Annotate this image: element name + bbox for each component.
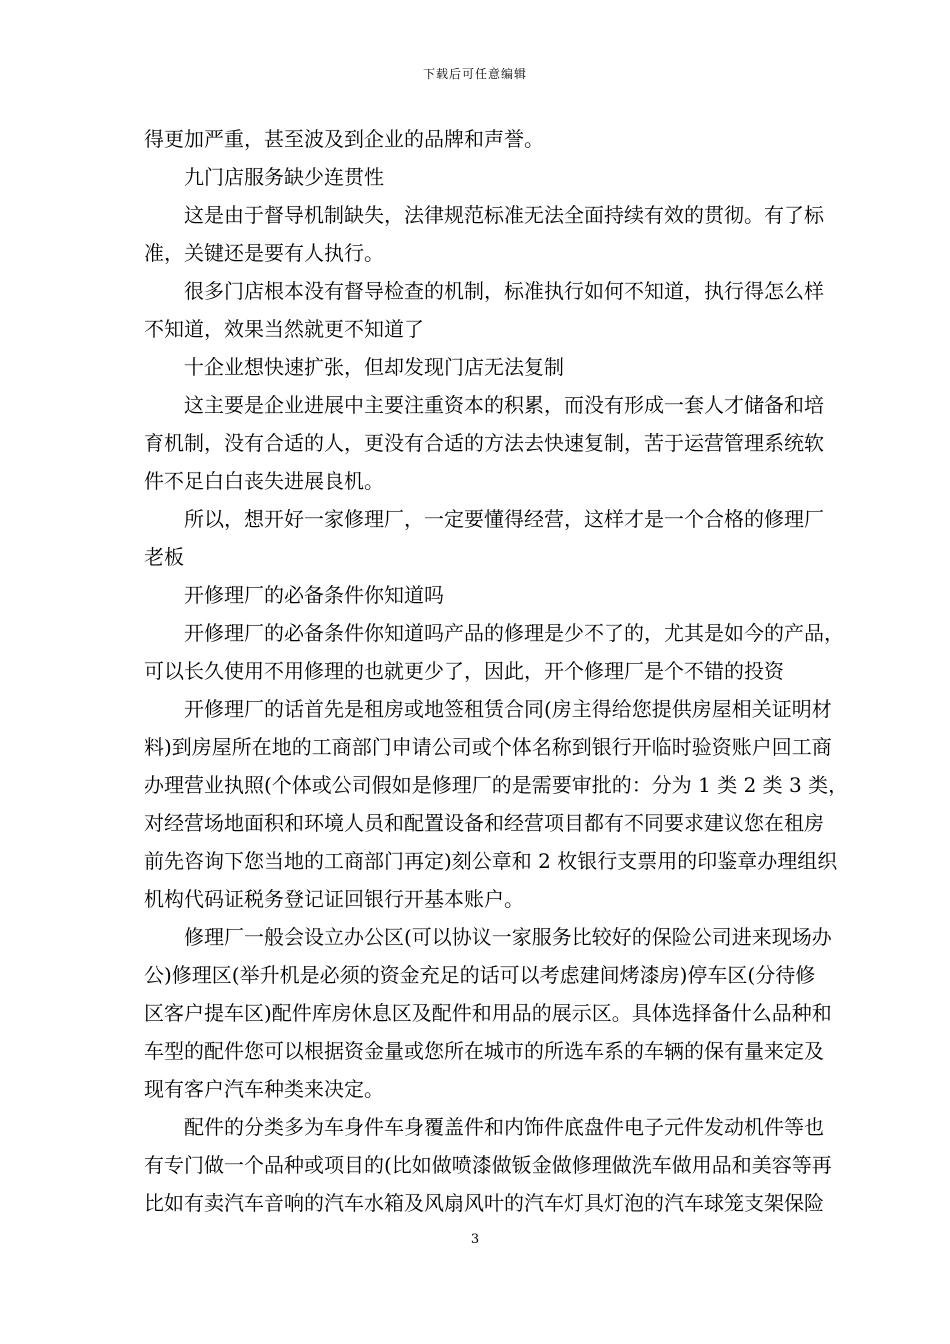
paragraph-line: 很多门店根本没有督导检查的机制，标准执行如何不知道，执行得怎么样 bbox=[184, 279, 824, 303]
paragraph-line: 有专门做一个品种或项目的(比如做喷漆做钣金做修理做洗车做用品和美容等再 bbox=[144, 1153, 832, 1177]
paragraph bbox=[144, 272, 824, 348]
paragraph-line: 开修理厂的必备条件你知道吗 bbox=[184, 583, 444, 607]
paragraph bbox=[144, 690, 849, 918]
paragraph-line: 开修理厂的话首先是租房或地签租赁合同(房主得给您提供房屋相关证明材 bbox=[184, 697, 832, 721]
paragraph-line: 开修理厂的必备条件你知道吗产品的修理是少不了的，尤其是如今的产品， bbox=[184, 621, 844, 645]
paragraph-line: 车型的配件您可以根据资金量或您所在城市的所选车系的车辆的保有量来定及 bbox=[144, 1039, 824, 1063]
paragraph-line: 育机制，没有合适的人，更没有合适的方法去快速复制，苦于运营管理系统软 bbox=[144, 431, 824, 455]
paragraph-line: 所以，想开好一家修理厂，一定要懂得经营，这样才是一个合格的修理厂 bbox=[184, 507, 824, 531]
paragraph bbox=[144, 120, 814, 158]
paragraph-line: 办理营业执照(个体或公司假如是修理厂的是需要审批的：分为 1 类 2 类 3 类， bbox=[144, 773, 849, 797]
paragraph bbox=[144, 1108, 832, 1222]
paragraph-line: 件不足白白丧失进展良机。 bbox=[144, 469, 384, 493]
paragraph-line: 前先咨询下您当地的工商部门再定)刻公章和 2 枚银行支票用的印鉴章办理组织 bbox=[144, 849, 838, 873]
paragraph-line: 修理厂一般会设立办公区(可以协议一家服务比较好的保险公司进来现场办 bbox=[184, 925, 832, 949]
paragraph-line: 九门店服务缺少连贯性 bbox=[184, 165, 384, 189]
paragraph-line: 比如有卖汽车音响的汽车水箱及风扇风叶的汽车灯具灯泡的汽车球笼支架保险 bbox=[144, 1191, 824, 1215]
paragraph-line: 可以长久使用不用修理的也就更少了，因此，开个修理厂是个不错的投资 bbox=[144, 659, 784, 683]
paragraph-line: 不知道，效果当然就更不知道了 bbox=[144, 317, 424, 341]
paragraph-line: 准，关键还是要有人执行。 bbox=[144, 241, 384, 265]
paragraph bbox=[144, 918, 832, 1108]
paragraph bbox=[144, 158, 814, 196]
paragraph-line: 现有客户汽车种类来决定。 bbox=[144, 1077, 384, 1101]
paragraph-line: 这主要是企业进展中主要注重资本的积累，而没有形成一套人才储备和培 bbox=[184, 393, 824, 417]
document-body bbox=[144, 120, 849, 1222]
page-header: 下载后可任意编辑 bbox=[422, 67, 527, 81]
page-number: 3 bbox=[470, 1232, 480, 1247]
paragraph bbox=[144, 348, 814, 386]
paragraph-line: 对经营场地面积和环境人员和配置设备和经营项目都有不同要求建议您在租房 bbox=[144, 811, 824, 835]
paragraph-line: 配件的分类多为车身件车身覆盖件和内饰件底盘件电子元件发动机件等也 bbox=[184, 1115, 824, 1139]
paragraph-line: 区客户提车区)配件库房休息区及配件和用品的展示区。具体选择备什么品种和 bbox=[144, 1001, 832, 1025]
paragraph bbox=[144, 500, 824, 576]
paragraph-line: 十企业想快速扩张，但却发现门店无法复制 bbox=[184, 355, 564, 379]
paragraph-line: 料)到房屋所在地的工商部门申请公司或个体名称到银行开临时验资账户回工商 bbox=[144, 735, 832, 759]
paragraph bbox=[144, 614, 844, 690]
paragraph-line: 机构代码证税务登记证回银行开基本账户。 bbox=[144, 887, 524, 911]
paragraph-line: 这是由于督导机制缺失，法律规范标准无法全面持续有效的贯彻。有了标 bbox=[184, 203, 824, 227]
paragraph bbox=[144, 196, 824, 272]
paragraph-line: 公)修理区(举升机是必须的资金充足的话可以考虑建间烤漆房)停车区(分待修 bbox=[144, 963, 816, 987]
paragraph-line: 老板 bbox=[144, 545, 184, 569]
paragraph bbox=[144, 386, 824, 500]
paragraph-line: 得更加严重，甚至波及到企业的品牌和声誉。 bbox=[144, 127, 544, 151]
paragraph bbox=[144, 576, 814, 614]
